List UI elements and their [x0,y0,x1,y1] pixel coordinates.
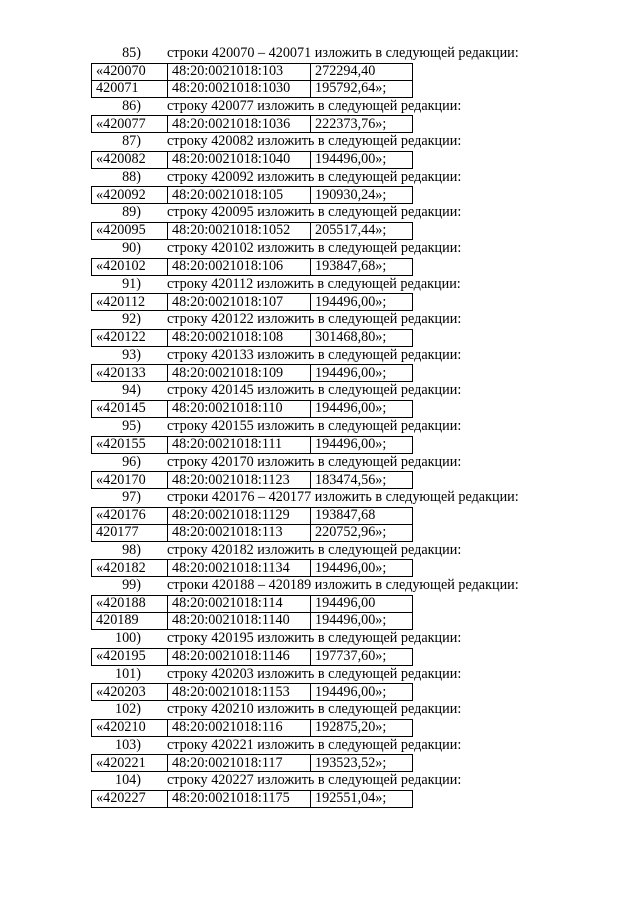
amendment-heading [91,98,561,116]
cadastral-number-cell: 48:20:0021018:113 [168,524,311,541]
value-cell: 195792,64»; [311,80,413,97]
row-code-cell: «420155 [92,436,168,453]
cadastral-number-cell: 48:20:0021018:1140 [168,612,311,629]
amendment-heading [91,311,561,329]
amendment-number: 88) [122,168,141,185]
value-cell: 194496,00»; [311,684,413,701]
cadastral-number-cell: 48:20:0021018:1123 [168,472,311,489]
amendment-instruction: строку 420221 изложить в следующей редакции: [167,736,462,753]
row-code-cell: «420102 [92,258,168,275]
cadastral-number-cell: 48:20:0021018:1175 [168,790,311,807]
value-cell: 194496,00»; [311,400,413,417]
amendment-item [91,630,561,666]
value-cell: 205517,44»; [311,222,413,239]
cadastral-number-cell: 48:20:0021018:1153 [168,684,311,701]
amendment-instruction: строку 420227 изложить в следующей редакции: [167,772,462,789]
amendment-number: 86) [122,97,141,114]
amendment-item [91,45,561,98]
table-row [92,80,413,97]
amendment-number: 93) [122,346,141,363]
amendment-item [91,204,561,240]
amendment-instruction: строку 420145 изложить в следующей редакции: [167,382,462,399]
table-row [92,294,413,311]
table-row [92,612,413,629]
value-cell: 193847,68»; [311,258,413,275]
value-cell: 194496,00»; [311,560,413,577]
amendment-heading [91,133,561,151]
amendment-number: 102) [114,701,141,718]
table-row [92,400,413,417]
amendment-heading [91,204,561,222]
row-code-cell: «420070 [92,63,168,80]
cadastral-number-cell: 48:20:0021018:109 [168,365,311,382]
amendment-heading [91,542,561,560]
amendment-heading [91,772,561,790]
amendment-table [91,400,413,418]
value-cell: 192551,04»; [311,790,413,807]
amendment-item [91,418,561,454]
table-row [92,755,413,772]
cadastral-number-cell: 48:20:0021018:1052 [168,222,311,239]
amendment-number: 104) [114,772,141,789]
amendment-item [91,489,561,542]
value-cell: 272294,40 [311,63,413,80]
amendment-instruction: строку 420133 изложить в следующей редакции: [167,346,462,363]
table-row [92,365,413,382]
value-cell: 220752,96»; [311,524,413,541]
row-code-cell: «420092 [92,187,168,204]
table-row [92,116,413,133]
amendment-table [91,63,413,98]
amendment-instruction: строку 420082 изложить в следующей редакции: [167,133,462,150]
row-code-cell: «420133 [92,365,168,382]
value-cell: 194496,00»; [311,151,413,168]
amendment-table [91,719,413,737]
value-cell: 193523,52»; [311,755,413,772]
amendment-heading [91,454,561,472]
row-code-cell: «420077 [92,116,168,133]
amendment-instruction: строку 420112 изложить в следующей редакции: [167,275,461,292]
cadastral-number-cell: 48:20:0021018:105 [168,187,311,204]
amendment-instruction: строку 420170 изложить в следующей редакции: [167,453,462,470]
amendment-item [91,382,561,418]
amendment-heading [91,382,561,400]
cadastral-number-cell: 48:20:0021018:1036 [168,116,311,133]
table-row [92,790,413,807]
amendment-item [91,240,561,276]
row-code-cell: «420122 [92,329,168,346]
amendment-instruction: строку 420077 изложить в следующей редакции: [167,97,462,114]
cadastral-number-cell: 48:20:0021018:1030 [168,80,311,97]
value-cell: 222373,76»; [311,116,413,133]
value-cell: 193847,68 [311,507,413,524]
table-row [92,258,413,275]
amendment-heading [91,666,561,684]
cadastral-number-cell: 48:20:0021018:111 [168,436,311,453]
amendment-heading [91,737,561,755]
amendment-heading [91,45,561,63]
amendment-table [91,364,413,382]
amendment-instruction: строку 420210 изложить в следующей редакции: [167,701,462,718]
amendment-item [91,666,561,702]
amendment-item [91,772,561,808]
amendment-heading [91,701,561,719]
row-code-cell: «420188 [92,595,168,612]
amendment-item [91,542,561,578]
amendment-item [91,701,561,737]
amendment-heading [91,169,561,187]
amendment-heading [91,276,561,294]
table-row [92,524,413,541]
table-row [92,329,413,346]
amendment-table [91,222,413,240]
amendment-table [91,648,413,666]
table-row [92,222,413,239]
cadastral-number-cell: 48:20:0021018:117 [168,755,311,772]
amendment-table [91,471,413,489]
amendment-instruction: строку 420095 изложить в следующей редакции: [167,204,462,221]
value-cell: 194496,00»; [311,436,413,453]
amendment-number: 97) [122,489,141,506]
amendment-item [91,133,561,169]
table-row [92,560,413,577]
value-cell: 190930,24»; [311,187,413,204]
amendment-heading [91,347,561,365]
amendment-table [91,293,413,311]
row-code-cell: 420177 [92,524,168,541]
amendment-item [91,737,561,773]
amendment-heading [91,240,561,258]
amendment-table [91,115,413,133]
table-row [92,719,413,736]
table-row [92,63,413,80]
value-cell: 194496,00»; [311,612,413,629]
cadastral-number-cell: 48:20:0021018:1146 [168,648,311,665]
cadastral-number-cell: 48:20:0021018:110 [168,400,311,417]
amendment-item [91,98,561,134]
amendment-table [91,258,413,276]
cadastral-number-cell: 48:20:0021018:108 [168,329,311,346]
amendment-instruction: строку 420092 изложить в следующей редакции: [167,168,462,185]
amendment-number: 98) [122,541,141,558]
row-code-cell: «420176 [92,507,168,524]
amendment-item [91,577,561,630]
amendment-instruction: строку 420122 изложить в следующей редакции: [167,311,462,328]
row-code-cell: «420210 [92,719,168,736]
amendment-table [91,151,413,169]
amendment-instruction: строку 420195 изложить в следующей редакции: [167,629,462,646]
amendment-item [91,347,561,383]
amendment-number: 96) [122,453,141,470]
amendment-table [91,436,413,454]
table-row [92,436,413,453]
row-code-cell: «420203 [92,684,168,701]
amendment-heading [91,630,561,648]
amendment-heading [91,489,561,507]
amendment-number: 87) [122,133,141,150]
row-code-cell: «420182 [92,560,168,577]
amendment-table [91,595,413,630]
table-row [92,684,413,701]
table-row [92,595,413,612]
amendment-number: 90) [122,239,141,256]
amendment-table [91,683,413,701]
amendment-item [91,276,561,312]
amendment-number: 85) [122,45,141,61]
cadastral-number-cell: 48:20:0021018:1040 [168,151,311,168]
amendment-instruction: строку 420155 изложить в следующей редакции: [167,417,462,434]
row-code-cell: «420082 [92,151,168,168]
amendment-number: 100) [114,629,141,646]
row-code-cell: «420227 [92,790,168,807]
amendment-instruction: строки 420188 – 420189 изложить в следующей редакции: [167,577,519,594]
row-code-cell: «420195 [92,648,168,665]
row-code-cell: 420071 [92,80,168,97]
amendment-number: 91) [122,275,141,292]
row-code-cell: «420221 [92,755,168,772]
amendment-instruction: строку 420203 изложить в следующей редакции: [167,665,462,682]
amendment-table [91,790,413,808]
value-cell: 194496,00 [311,595,413,612]
amendment-item [91,311,561,347]
table-row [92,648,413,665]
row-code-cell: «420095 [92,222,168,239]
amendment-heading [91,418,561,436]
value-cell: 192875,20»; [311,719,413,736]
amendment-item [91,454,561,490]
cadastral-number-cell: 48:20:0021018:116 [168,719,311,736]
amendment-item [91,169,561,205]
cadastral-number-cell: 48:20:0021018:106 [168,258,311,275]
value-cell: 301468,80»; [311,329,413,346]
cadastral-number-cell: 48:20:0021018:103 [168,63,311,80]
amendment-heading [91,577,561,595]
cadastral-number-cell: 48:20:0021018:1129 [168,507,311,524]
table-row [92,187,413,204]
row-code-cell: «420170 [92,472,168,489]
cadastral-number-cell: 48:20:0021018:1134 [168,560,311,577]
value-cell: 183474,56»; [311,472,413,489]
amendment-instruction: строки 420176 – 420177 изложить в следующей редакции: [167,489,519,506]
amendment-table [91,186,413,204]
value-cell: 194496,00»; [311,294,413,311]
amendment-table [91,329,413,347]
amendment-number: 99) [122,577,141,594]
table-row [92,151,413,168]
value-cell: 194496,00»; [311,365,413,382]
amendment-instruction: строки 420070 – 420071 изложить в следующей редакции: [167,45,519,61]
cadastral-number-cell: 48:20:0021018:114 [168,595,311,612]
table-row [92,507,413,524]
amendment-number: 89) [122,204,141,221]
amendment-instruction: строку 420102 изложить в следующей редакции: [167,239,462,256]
amendment-number: 101) [114,665,141,682]
amendment-table [91,559,413,577]
document-body [91,45,561,808]
cadastral-number-cell: 48:20:0021018:107 [168,294,311,311]
amendment-instruction: строку 420182 изложить в следующей редакции: [167,541,462,558]
amendment-table [91,754,413,772]
amendment-number: 103) [114,736,141,753]
table-row [92,472,413,489]
amendment-table [91,507,413,542]
row-code-cell: 420189 [92,612,168,629]
row-code-cell: «420145 [92,400,168,417]
amendment-number: 95) [122,417,141,434]
row-code-cell: «420112 [92,294,168,311]
amendment-number: 94) [122,382,141,399]
value-cell: 197737,60»; [311,648,413,665]
amendment-number: 92) [122,311,141,328]
